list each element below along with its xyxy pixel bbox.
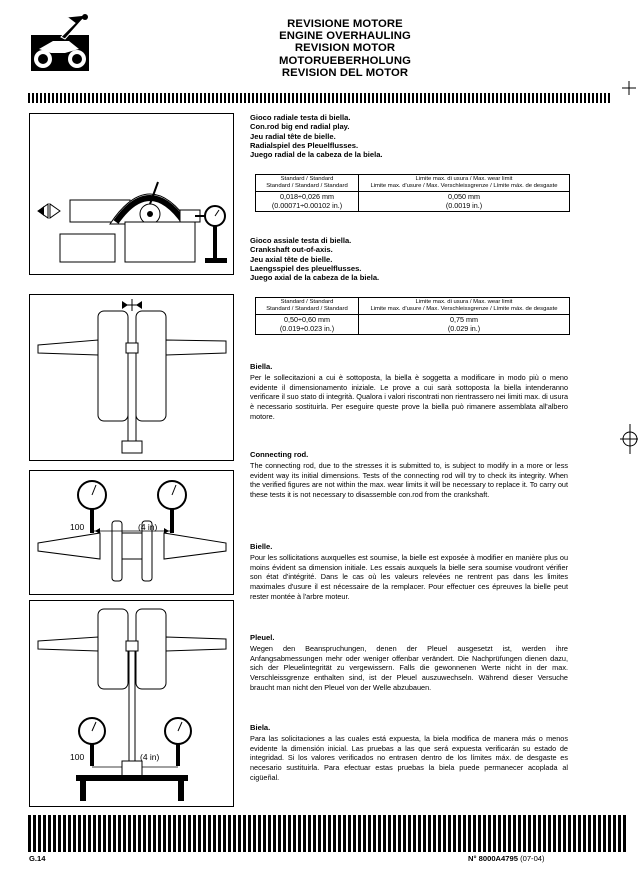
- registration-mark-top: [622, 81, 636, 95]
- heading-line: Con.rod big end radial play.: [250, 122, 350, 132]
- doc-prefix: N°: [468, 854, 477, 863]
- page-number: G.14: [29, 854, 46, 863]
- paragraph-text: Para las solicitaciones a las cuales está expuesta, la biela modifica de manera más o menos evidente la dimensión inicial. Las pruebas a las que será expuesta verificarán su estado de integridad. Si los valores verificados no entrasen dentro de los límites máx. de desgaste es necesario sustituirla. Para efectuar estas pruebas la biela puede permanecer acoplada al cigüeñal.: [250, 733, 568, 782]
- figure-dial-gauge-test-1: [29, 470, 234, 595]
- registration-mark-right: [618, 424, 638, 454]
- paragraph-pleuel-de: Pleuel. Wegen den Beanspruchungen, denen der Pleuel ausgesetzt ist, werden ihre Anfangsabmessungen mehr oder weniger offenbar verändert. Die Nachprüfungen dienen dazu, sich der Pleuelintegrität zu vergewissern. Falls die gewonnenen Werte nicht in der max. Verschleissgrenze enthalten sind, ist der Pleuel auszuwechseln. Während dieser Versuche braucht man nicht den Pleuel von der Welle abzubauen.: [250, 633, 568, 692]
- page-title-block: [255, 18, 435, 79]
- title-de: MOTORUEBERHOLUNG: [279, 54, 411, 67]
- motorcycle-wrench-icon: [29, 13, 91, 73]
- heading-line: Gioco assiale testa di biella.: [250, 236, 352, 245]
- paragraph-connecting-rod-en: Connecting rod. The connecting rod, due to the stresses it is submitted to, is subject to modify in a more or less evident way its initial dimensions. Tests of the connecting rod will try to check its integrity. When the verified figures are not within the max. wear limits it will be necessary to replace it. To carry out these tests it is not necessary to disassemble con.rod from the crankshaft.: [250, 450, 568, 500]
- axial-play-spec-table: [255, 297, 570, 335]
- fig3-dimension-in: (4 in): [138, 522, 158, 532]
- fig4-dimension-mm: 100: [70, 752, 85, 762]
- heading-line: Laengsspiel des pleuelflusses.: [250, 263, 362, 273]
- heading-line: Gioco radiale testa di biella.: [250, 113, 351, 122]
- fig4-dimension-in: (4 in): [140, 752, 160, 762]
- title-en: ENGINE OVERHAULING: [279, 30, 411, 43]
- paragraph-biella-it: Biella. Per le sollecitazioni a cui è sottoposta, la biella è soggetta a modificare in modo più o meno evidente il dimensionamento iniziale. Le prove a cui sarà sottoposta la biella intenderanno verificare il suo stato di integrità. Qualora i valori riscontrati non rientrassero nei limiti max. di usura è necessario sostituirla. Per eseguire queste prove la biella può rimanere assemblata all'albero motore.: [250, 362, 568, 421]
- paragraph-text: Pour les sollicitations auxquelles est soumise, la bielle est exposée à modifier en manière plus ou moins évident sa dimension initiale. Les essais auxquels la bielle sera soumise voudront vérifier son état d'intégrité. Dans le cas où les valeurs relevées ne rentrent pas dans les limites maximales d'usure il est nécessaire de la remplacer. Pour effectuer ces épreuves la bielle peut rester montée à l'arbre moteur.: [250, 552, 568, 601]
- radial-play-spec-table: [255, 174, 570, 212]
- top-barcode-strip: [28, 93, 610, 103]
- figure-radial-play: [29, 113, 234, 275]
- standard-value-cell: 0,018÷0,026 mm (0.00071÷0.00102 in.): [256, 192, 359, 212]
- title-it: REVISIONE MOTORE: [287, 18, 403, 30]
- fig3-dimension-mm: 100: [70, 522, 85, 532]
- figure-axial-play: [29, 294, 234, 461]
- limit-label-cell: Limite max. di usura / Max. wear limit Limite max. d'usure / Max. Verschleissgrenze / Límite máx. de desgaste: [359, 175, 570, 192]
- paragraph-text: Wegen den Beanspruchungen, denen der Pleuel ausgesetzt ist, werden ihre Anfangsabmessungen mehr oder weniger offenbar verändert. Die Nachprüfungen dienen dazu, sich der Pleuelintegrität zu vergewissern. Falls die gewonnenen Werte nicht in der max. Verschleissgrenze enthalten sind, ist der Pleuel auszuwechseln. Während dieser Versuche braucht man nicht den Pleuel von der Welle abzubauen.: [250, 643, 568, 692]
- document-number: [468, 854, 545, 863]
- title-fr: REVISION MOTOR: [294, 42, 396, 55]
- standard-label-cell: Standard / Standard Standard / Standard / Standard: [256, 298, 359, 315]
- limit-label-cell: Limite max. di usura / Max. wear limit Limite max. d'usure / Max. Verschleissgrenze / Límite máx. de desgaste: [359, 298, 570, 315]
- paragraph-biela-es: Biela. Para las solicitaciones a las cuales está expuesta, la biela modifica de manera más o menos evidente la dimensión inicial. Las pruebas a las que será expuesta verificarán su estado de integridad. Si los valores verificados no entrasen dentro de los límites máx. de desgaste es necesario sustituirla. Para efectuar estas pruebas la biela puede permanecer acoplada al cigüeñal.: [250, 723, 568, 782]
- heading-line: Jeu axial tête de bielle.: [250, 254, 333, 264]
- standard-label-cell: Standard / Standard Standard / Standard / Standard: [256, 175, 359, 192]
- limit-value-cell: 0,75 mm (0.029 in.): [359, 315, 570, 335]
- standard-value-cell: 0,50÷0,60 mm (0.019÷0.023 in.): [256, 315, 359, 335]
- limit-value-cell: 0,050 mm (0.0019 in.): [359, 192, 570, 212]
- heading-line: Juego radial de la cabeza de la biela.: [250, 150, 383, 160]
- figure-dial-gauge-test-2: [29, 600, 234, 807]
- paragraph-text: Per le sollecitazioni a cui è sottoposta, la biella è soggetta a modificare in modo più o meno evidente il dimensionamento iniziale. Le prove a cui sarà sottoposta la biella intenderanno verificare il suo stato di integrità. Qualora i valori riscontrati non rientrassero nei limiti max. di usura è necessario sostituirla. Per eseguire queste prove la biella può rimanere assemblata all'albero motore.: [250, 372, 568, 421]
- heading-line: Juego axial de la cabeza de la biela.: [250, 273, 380, 283]
- paragraph-bielle-fr: Bielle. Pour les sollicitations auxquelles est soumise, la bielle est exposée à modifier en manière plus ou moins évident sa dimension initiale. Les essais auxquels la bielle sera soumise voudront vérifier son état d'intégrité. Dans le cas où les valeurs relevées ne rentrent pas dans les limites maximales d'usure il est nécessaire de la remplacer. Pour effectuer ces épreuves la bielle peut rester montée à l'arbre moteur.: [250, 542, 568, 601]
- radial-play-heading: [250, 113, 610, 159]
- bottom-barcode-strip: [28, 815, 628, 852]
- heading-line: Jeu radial tête de bielle.: [250, 131, 336, 141]
- paragraph-text: The connecting rod, due to the stresses it is submitted to, is subject to modify in a more or less evident way its initial dimensions. Tests of the connecting rod will try to check its integrity. When the verified figures are not within the max. wear limits it will be necessary to replace it. To carry out these tests it is not necessary to disassemble con.rod from the crankshaft.: [250, 460, 568, 500]
- doc-date: (07-04): [520, 854, 545, 863]
- title-es: REVISION DEL MOTOR: [281, 66, 409, 79]
- heading-line: Crankshaft out-of-axis.: [250, 245, 333, 255]
- heading-line: Radialspiel des Pleuelflusses.: [250, 140, 359, 150]
- axial-play-heading: [250, 236, 610, 282]
- doc-number: 8000A4795: [478, 854, 518, 863]
